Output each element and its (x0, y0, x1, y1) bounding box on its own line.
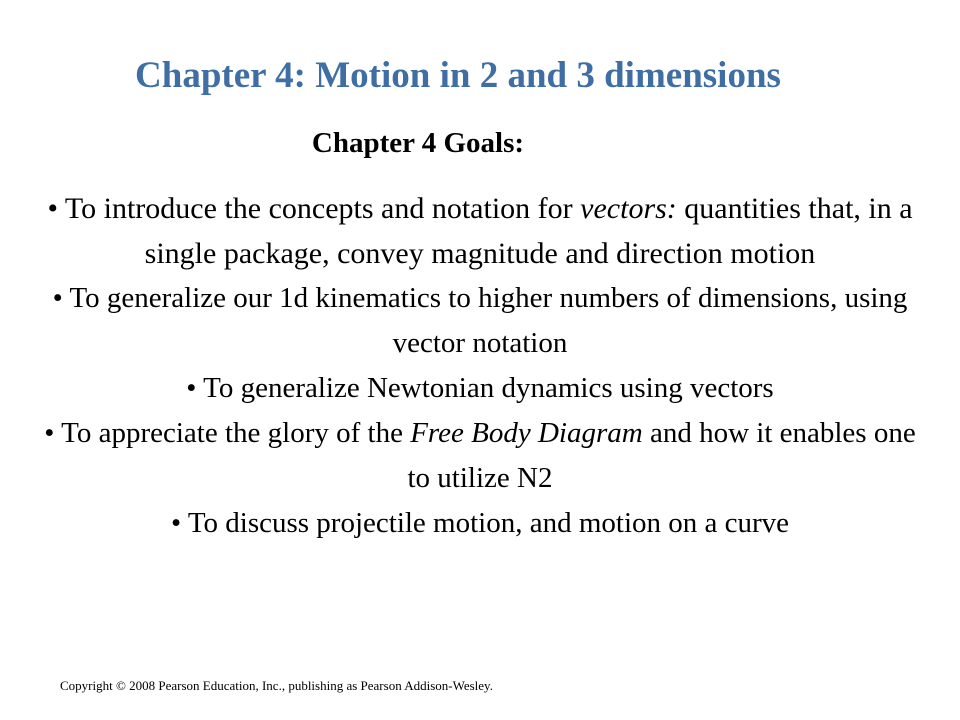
goal-text: quantities that, in a single package, convey magnitude and direction motion (144, 192, 913, 270)
goal-text: and how it enables one to utilize N2 (407, 417, 916, 494)
goal-text: • To introduce the concepts and notation for (47, 192, 581, 225)
goal-text: • To appreciate the glory of the (44, 417, 411, 449)
goal-item (30, 501, 930, 546)
goal-item (30, 411, 930, 501)
goals-heading: Chapter 4 Goals: (311, 127, 525, 159)
goal-item (30, 276, 930, 366)
copyright-notice: Copyright © 2008 Pearson Education, Inc., publishing as Pearson Addison-Wesley. (60, 678, 493, 693)
goal-text: • To generalize Newtonian dynamics using vectors (186, 372, 774, 404)
slide-title: Chapter 4: Motion in 2 and 3 dimensions (135, 55, 781, 96)
goal-emphasis: Free Body Diagram (410, 417, 643, 449)
goal-text: • To discuss projectile motion, and motion on a curve (170, 507, 790, 539)
goal-emphasis: vectors: (580, 192, 677, 225)
goals-list (30, 186, 930, 546)
goal-text: • To generalize our 1d kinematics to higher numbers of dimensions, using vector notation (52, 282, 908, 359)
goal-item (30, 186, 930, 276)
goal-item (30, 366, 930, 411)
